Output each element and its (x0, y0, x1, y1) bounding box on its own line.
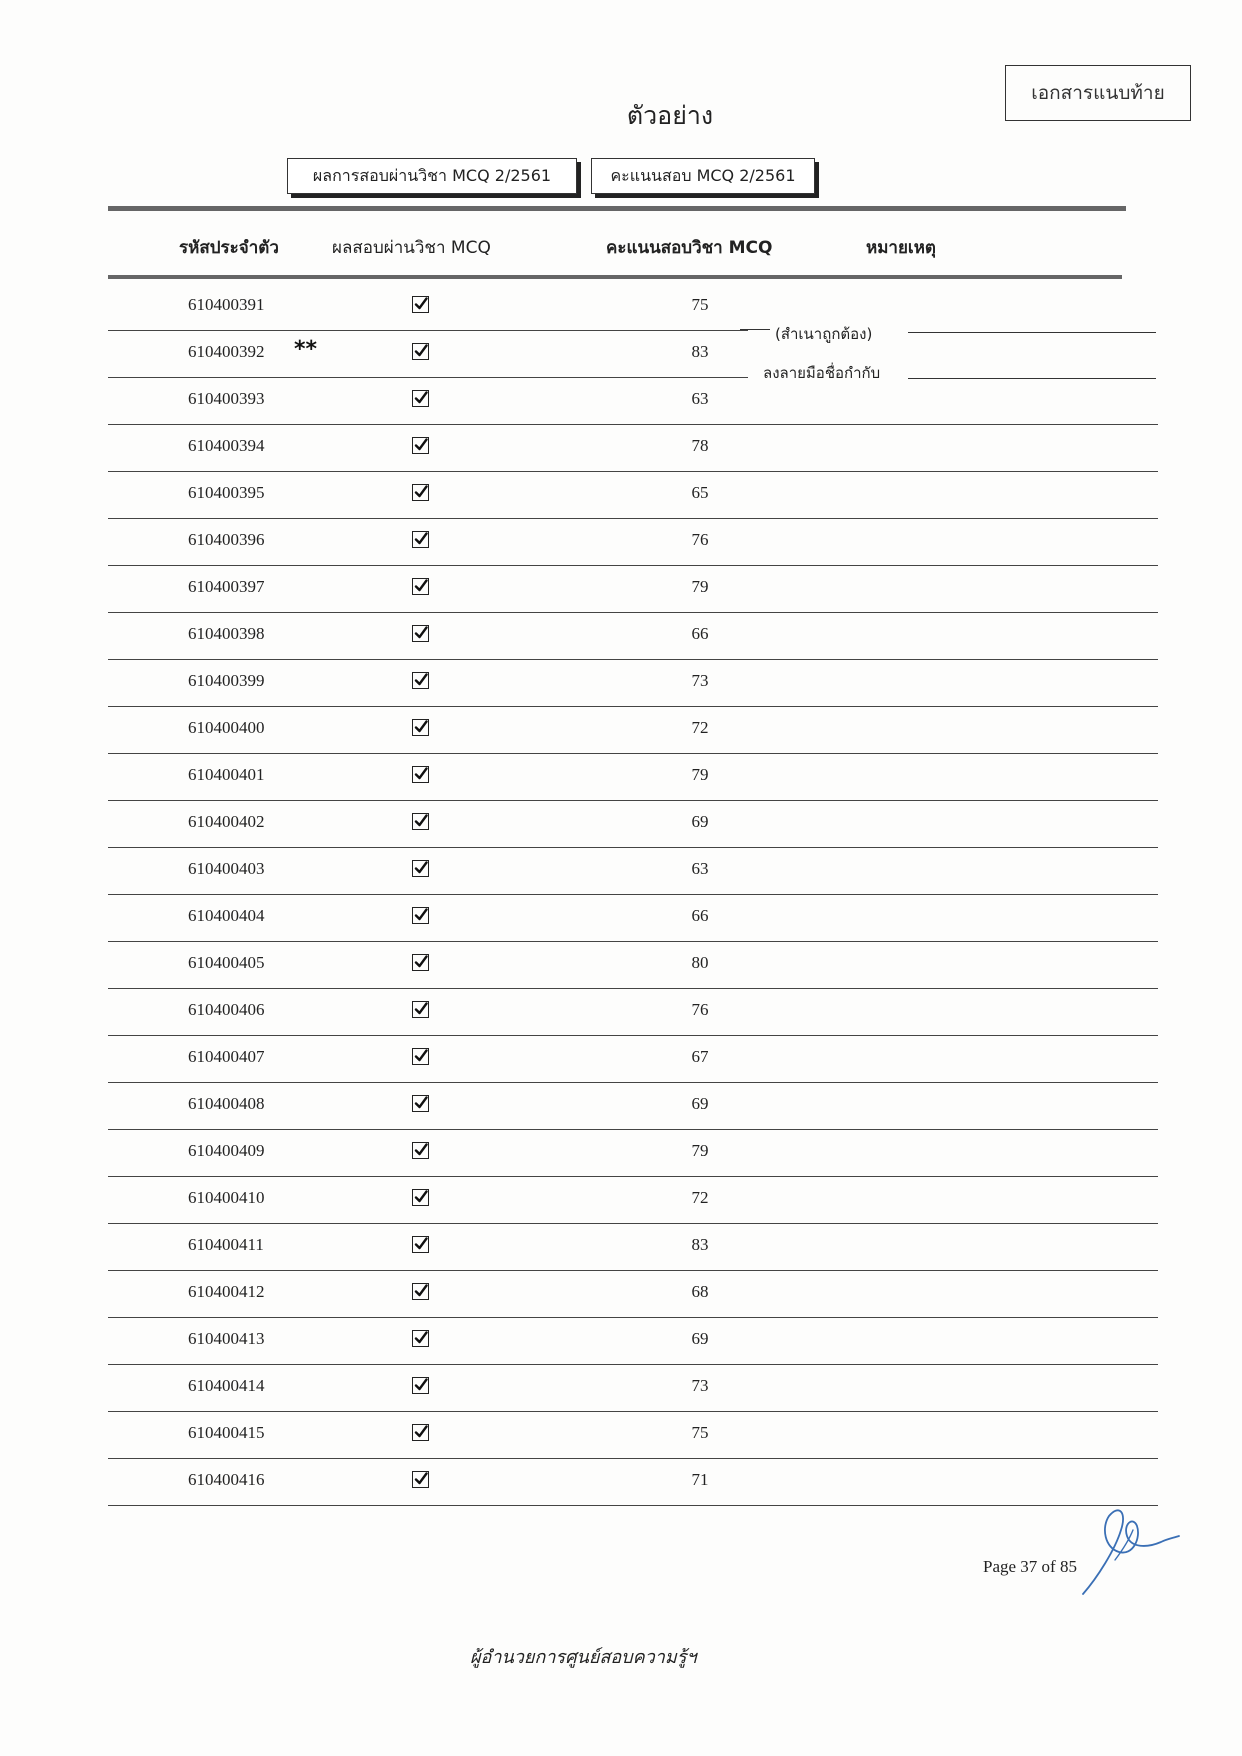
checked-checkbox-icon (412, 1377, 429, 1394)
table-row (108, 1459, 1158, 1505)
student-id: 610400414 (188, 1376, 265, 1395)
mcq-score: 75 (691, 295, 709, 314)
mcq-score: 79 (691, 765, 709, 784)
checked-checkbox-icon (412, 719, 429, 736)
checked-checkbox-icon (412, 625, 429, 642)
checked-checkbox-icon (412, 1189, 429, 1206)
checked-checkbox-icon (412, 1236, 429, 1253)
table-row (108, 660, 1158, 706)
checked-checkbox-icon (412, 954, 429, 971)
mcq-score: 66 (691, 624, 709, 643)
checked-checkbox-icon (412, 296, 429, 313)
row-divider (108, 1505, 1158, 1506)
table-row (108, 801, 1158, 847)
table-row (108, 519, 1158, 565)
student-id: 610400416 (188, 1470, 265, 1489)
table-row (108, 1412, 1158, 1458)
mcq-score: 83 (691, 1235, 709, 1254)
student-id: 610400403 (188, 859, 265, 878)
mcq-score: 73 (691, 1376, 709, 1395)
table-row (108, 331, 1158, 377)
mcq-score: 78 (691, 436, 709, 455)
checked-checkbox-icon (412, 766, 429, 783)
student-id: 610400410 (188, 1188, 265, 1207)
mcq-score: 72 (691, 1188, 709, 1207)
student-id: 610400393 (188, 389, 265, 408)
page-number: Page 37 of 85 (983, 1557, 1077, 1576)
signature-label: ลงลายมือชื่อกำกับ (763, 364, 881, 382)
table-row (108, 1365, 1158, 1411)
student-id: 610400402 (188, 812, 265, 831)
mcq-score: 83 (691, 342, 709, 361)
table-row (108, 613, 1158, 659)
checked-checkbox-icon (412, 1095, 429, 1112)
checked-checkbox-icon (412, 1471, 429, 1488)
mcq-score: 69 (691, 1094, 709, 1113)
table-header-rule (108, 275, 1122, 279)
signature-icon (1075, 1490, 1185, 1600)
table-row (108, 1177, 1158, 1223)
checked-checkbox-icon (412, 1283, 429, 1300)
checked-checkbox-icon (412, 907, 429, 924)
tab-mcq-score: คะแนนสอบ MCQ 2/2561 (591, 158, 815, 194)
mcq-score: 79 (691, 1141, 709, 1160)
column-header-remark: หมายเหตุ (866, 238, 936, 258)
checked-checkbox-icon (412, 1001, 429, 1018)
student-id: 610400399 (188, 671, 265, 690)
checked-checkbox-icon (412, 437, 429, 454)
checked-checkbox-icon (412, 1424, 429, 1441)
mcq-score: 69 (691, 812, 709, 831)
table-row (108, 942, 1158, 988)
mcq-score: 80 (691, 953, 709, 972)
student-id: 610400400 (188, 718, 265, 737)
mcq-score: 79 (691, 577, 709, 596)
mcq-score: 63 (691, 859, 709, 878)
row-mark: ** (294, 337, 318, 362)
student-id: 610400415 (188, 1423, 265, 1442)
table-row (108, 378, 1158, 424)
student-id: 610400395 (188, 483, 265, 502)
table-row (108, 1318, 1158, 1364)
student-id: 610400397 (188, 577, 265, 596)
mcq-score: 65 (691, 483, 709, 502)
student-id: 610400398 (188, 624, 265, 643)
checked-checkbox-icon (412, 343, 429, 360)
checked-checkbox-icon (412, 390, 429, 407)
checked-checkbox-icon (412, 531, 429, 548)
student-id: 610400394 (188, 436, 265, 455)
checked-checkbox-icon (412, 813, 429, 830)
footer-office: ผู้อำนวยการศูนย์สอบความรู้ฯ (470, 1647, 697, 1668)
mcq-score: 76 (691, 530, 709, 549)
student-id: 610400392 (188, 342, 265, 361)
table-row (108, 1130, 1158, 1176)
checked-checkbox-icon (412, 1330, 429, 1347)
student-id: 610400407 (188, 1047, 265, 1066)
table-top-rule (108, 206, 1126, 211)
table-row (108, 707, 1158, 753)
mcq-score: 75 (691, 1423, 709, 1442)
certified-copy-label: (สำเนาถูกต้อง) (775, 325, 873, 343)
checked-checkbox-icon (412, 1048, 429, 1065)
student-id: 610400408 (188, 1094, 265, 1113)
student-id: 610400401 (188, 765, 265, 784)
checked-checkbox-icon (412, 860, 429, 877)
mcq-score: 73 (691, 671, 709, 690)
student-id: 610400404 (188, 906, 265, 925)
table-row (108, 895, 1158, 941)
column-header-score: คะแนนสอบวิชา MCQ (606, 238, 773, 258)
table-row (108, 472, 1158, 518)
mcq-score: 67 (691, 1047, 709, 1066)
table-row (108, 425, 1158, 471)
table-row (108, 1271, 1158, 1317)
checked-checkbox-icon (412, 484, 429, 501)
checked-checkbox-icon (412, 672, 429, 689)
mcq-score: 72 (691, 718, 709, 737)
table-row (108, 1083, 1158, 1129)
cert-line-right (908, 332, 1156, 333)
mcq-score: 68 (691, 1282, 709, 1301)
mcq-score: 71 (691, 1470, 709, 1489)
student-id: 610400411 (188, 1235, 264, 1254)
student-id: 610400406 (188, 1000, 265, 1019)
mcq-score: 63 (691, 389, 709, 408)
mcq-score: 69 (691, 1329, 709, 1348)
column-header-result: ผลสอบผ่านวิชา MCQ (332, 238, 491, 258)
checked-checkbox-icon (412, 578, 429, 595)
table-row (108, 566, 1158, 612)
student-id: 610400396 (188, 530, 265, 549)
table-row (108, 1224, 1158, 1270)
column-header-id: รหัสประจำตัว (179, 238, 279, 258)
signature-line (908, 378, 1156, 379)
table-row (108, 1036, 1158, 1082)
checked-checkbox-icon (412, 1142, 429, 1159)
mcq-score: 66 (691, 906, 709, 925)
student-id: 610400391 (188, 295, 265, 314)
cert-line-left (740, 329, 770, 330)
table-row (108, 989, 1158, 1035)
table-row (108, 284, 1158, 330)
table-row (108, 754, 1158, 800)
tab-mcq-result: ผลการสอบผ่านวิชา MCQ 2/2561 (287, 158, 577, 194)
mcq-score: 76 (691, 1000, 709, 1019)
table-row (108, 848, 1158, 894)
student-id: 610400405 (188, 953, 265, 972)
annex-label: เอกสารแนบท้าย (1005, 65, 1191, 121)
student-id: 610400412 (188, 1282, 265, 1301)
student-id: 610400409 (188, 1141, 265, 1160)
student-id: 610400413 (188, 1329, 265, 1348)
sample-title: ตัวอย่าง (626, 101, 714, 130)
